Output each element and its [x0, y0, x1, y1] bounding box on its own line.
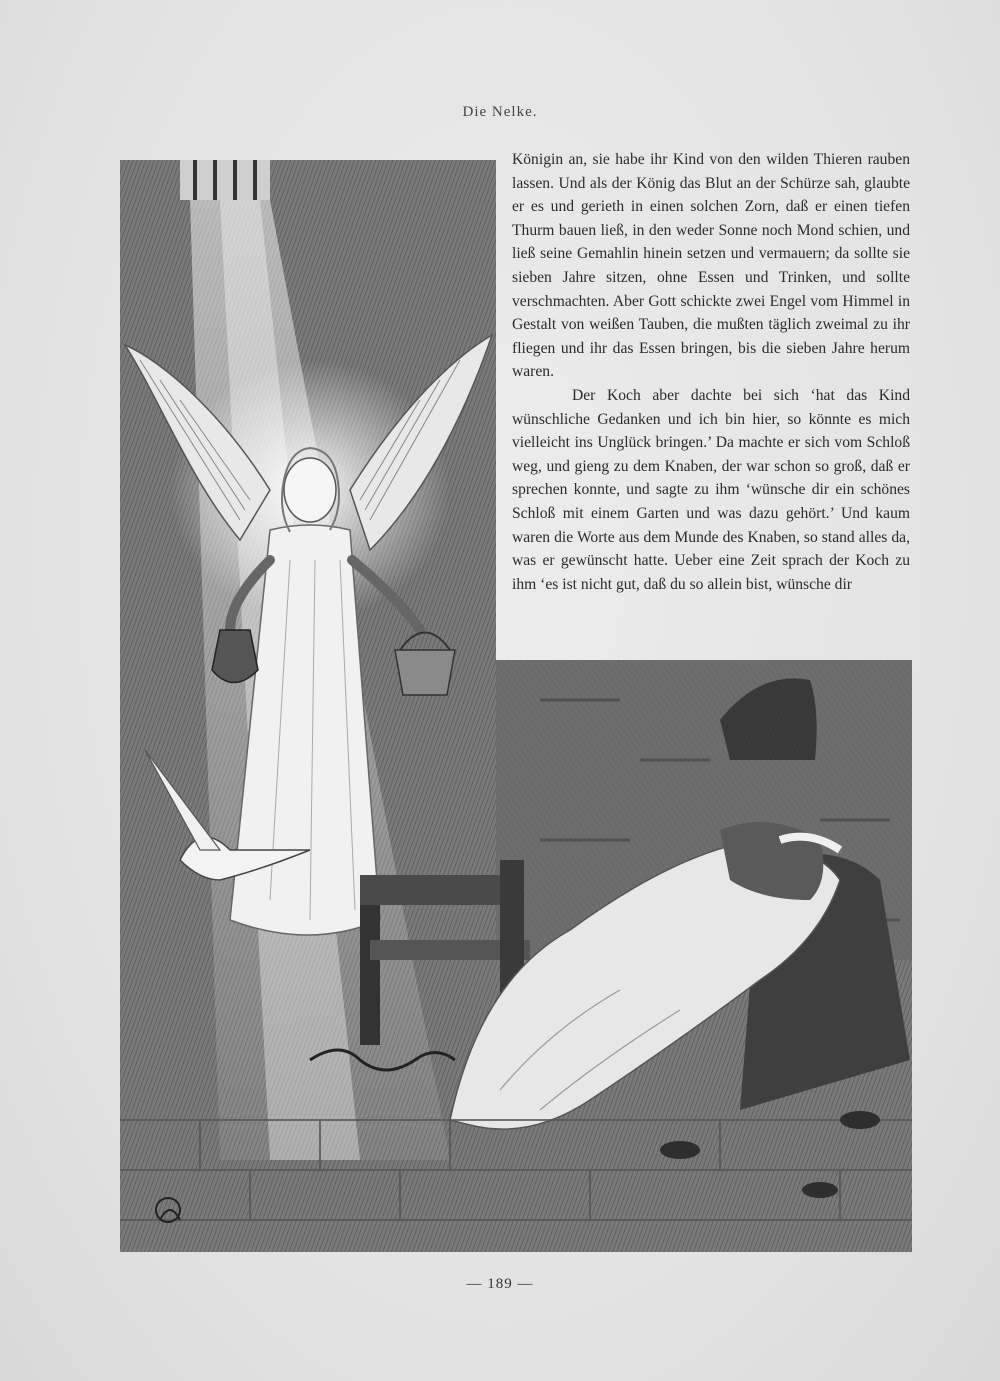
page-number: — 189 —: [466, 1276, 534, 1292]
angel-head: [284, 458, 336, 522]
rat-right: [840, 1111, 880, 1129]
rat-bottom: [802, 1182, 838, 1198]
running-head: Die Nelke.: [462, 104, 538, 120]
jug: [212, 630, 258, 683]
rat-left: [660, 1141, 700, 1159]
basket: [395, 650, 455, 695]
body-text-column: [512, 148, 910, 596]
body-paragraph: Königin an, sie habe ihr Kind von den wilden Thieren rauben lassen. Und als der König das Blut an der Schürze sah, glaubte er es und gerieth in einen solchen Zorn, daß er einen tiefen Thurm bauen ließ, in den weder Sonne noch Mond schien, und ließ seine Gemahlin hinein setzen und vermauern; da sollte sie sieben Jahre sitzen, ohne Essen und Trinken, und sollte verschmachten. Aber Gott schickte zwei Engel vom Himmel in Gestalt von weißen Tauben, die mußten täglich zweimal zu ihr fliegen und ihr das Essen bringen, bis die sieben Jahre herum waren.: [512, 151, 910, 381]
body-paragraph: Der Koch aber dachte bei sich ‘hat das Kind wünschliche Gedanken und ich bin hier, so könnte es mich vielleicht ins Unglück bringen.’ Da machte er sich vom Schloß weg, und gieng zu dem Knaben, der war schon so groß, daß er sprechen konnte, und sagte zu ihm ‘wünsche dir ein schönes Schloß mit einem Garten und was dazu gehört.’ Und kaum waren die Worte aus dem Munde des Knaben, so stand alles da, was er gewünscht hatte. Ueber eine Zeit sprach der Koch zu ihm ‘es ist nicht gut, daß du so allein bist, wünsche dir: [512, 386, 910, 593]
